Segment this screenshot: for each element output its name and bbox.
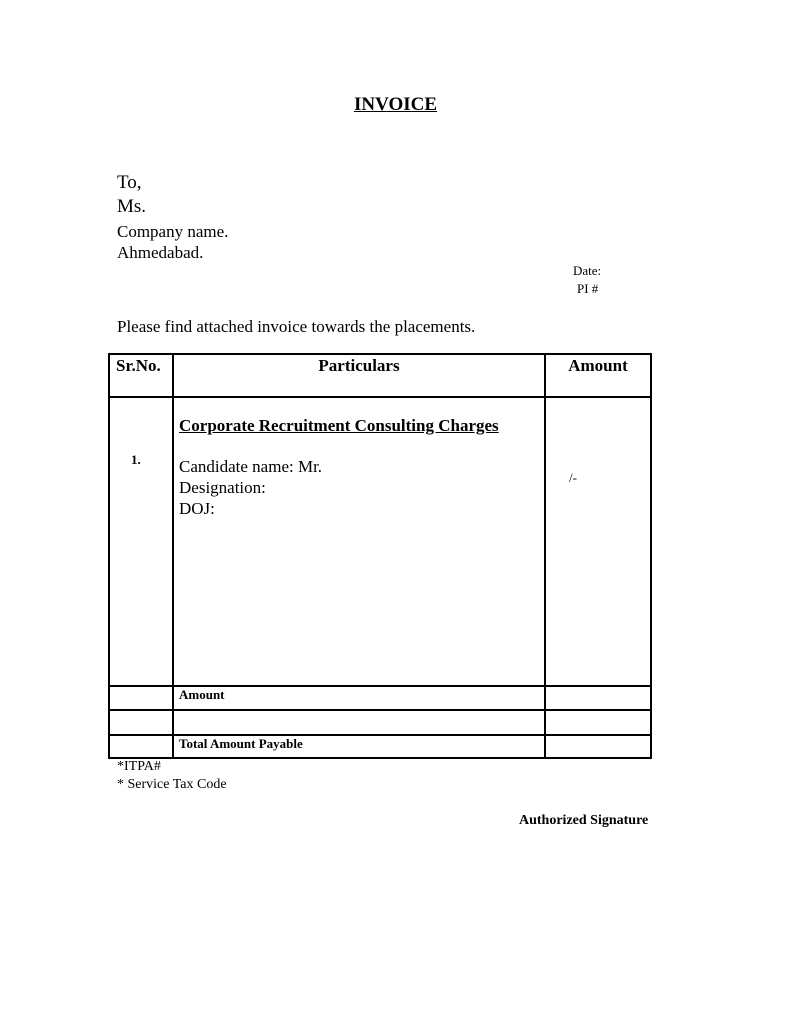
- header-amount: Amount: [568, 356, 628, 375]
- item-doj: DOJ:: [179, 499, 215, 518]
- itpa-note: *ITPA#: [117, 759, 161, 774]
- pi-number-label: PI #: [577, 281, 599, 296]
- recipient-city: Ahmedabad.: [117, 243, 204, 262]
- recipient-salutation: Ms.: [117, 196, 147, 217]
- table-column-divider: [172, 353, 174, 759]
- table-border-right: [650, 353, 652, 759]
- authorized-signature-label: Authorized Signature: [519, 813, 649, 828]
- invoice-table: [108, 353, 652, 759]
- recipient-to: To,: [117, 172, 142, 193]
- item-amount: /-: [569, 470, 577, 485]
- header-particulars: Particulars: [318, 356, 400, 375]
- item-heading: Corporate Recruitment Consulting Charges: [179, 416, 499, 435]
- item-sr-no: 1.: [131, 452, 141, 467]
- table-column-divider: [544, 353, 546, 759]
- recipient-company: Company name.: [117, 222, 229, 241]
- intro-text: Please find attached invoice towards the placements.: [117, 317, 476, 336]
- item-candidate-name: Candidate name: Mr.: [179, 457, 323, 476]
- table-header-divider: [108, 396, 652, 398]
- table-border-bottom: [108, 757, 652, 759]
- total-payable-label: Total Amount Payable: [179, 736, 303, 751]
- header-sr-no: Sr.No.: [116, 356, 161, 375]
- table-border-top: [108, 353, 652, 355]
- amount-row-label: Amount: [179, 687, 225, 702]
- item-designation: Designation:: [179, 478, 266, 497]
- invoice-title: INVOICE: [353, 94, 438, 115]
- date-label: Date:: [573, 263, 602, 278]
- table-row-divider: [108, 709, 652, 711]
- service-tax-note: * Service Tax Code: [117, 777, 227, 792]
- table-border-left: [108, 353, 110, 759]
